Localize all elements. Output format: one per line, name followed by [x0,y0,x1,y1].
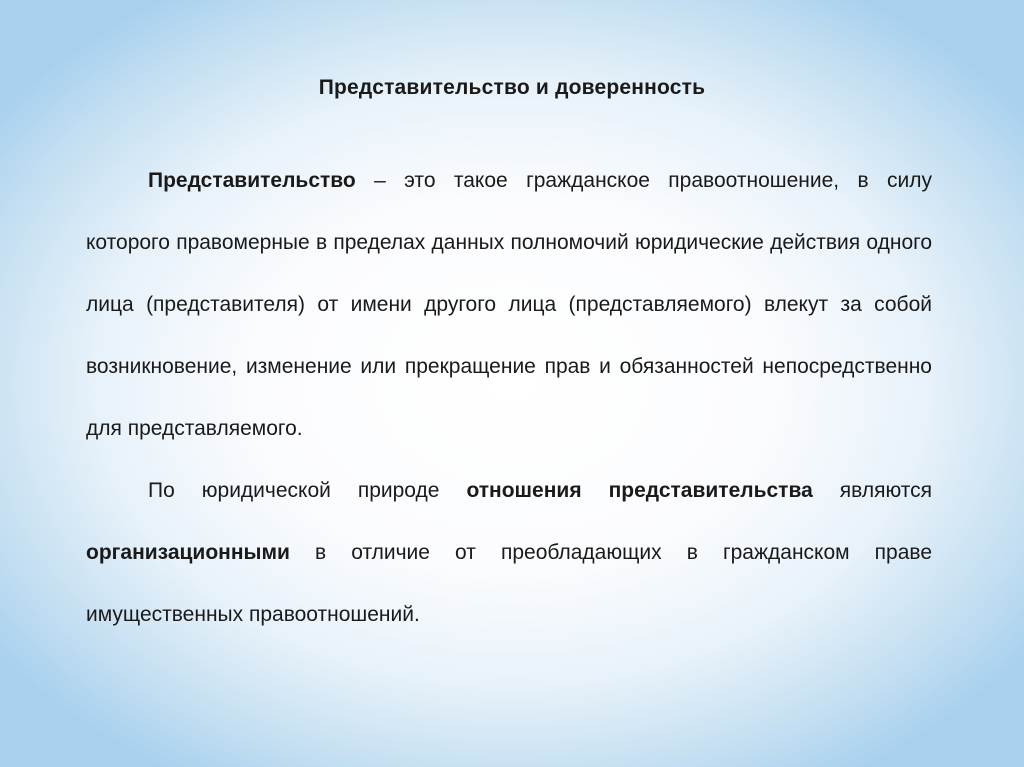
term-representation: Представительство [148,169,356,192]
nature-bold-1: отношения представительства [466,479,813,502]
nature-text-2: являются [812,479,932,502]
paragraph-nature [86,460,932,646]
paragraph-definition [86,150,932,460]
slide-body [86,150,932,646]
nature-text-3: в отличие от преобладающих в гражданском праве имущественных правоотношений. [86,541,932,626]
nature-bold-2: организационными [86,541,290,564]
nature-text-1: По юридической природе [148,479,467,502]
definition-text: – это такое гражданское правоотношение, в силу которого правомерные в пределах данных полномочий юридические действия одного лица (представителя) от имени другого лица (представляемого) влекут за собой возникновение, изменение или прекращение прав и обязанностей непосредственно для представляемого. [86,169,932,440]
slide-title: Представительство и доверенность [318,76,706,99]
